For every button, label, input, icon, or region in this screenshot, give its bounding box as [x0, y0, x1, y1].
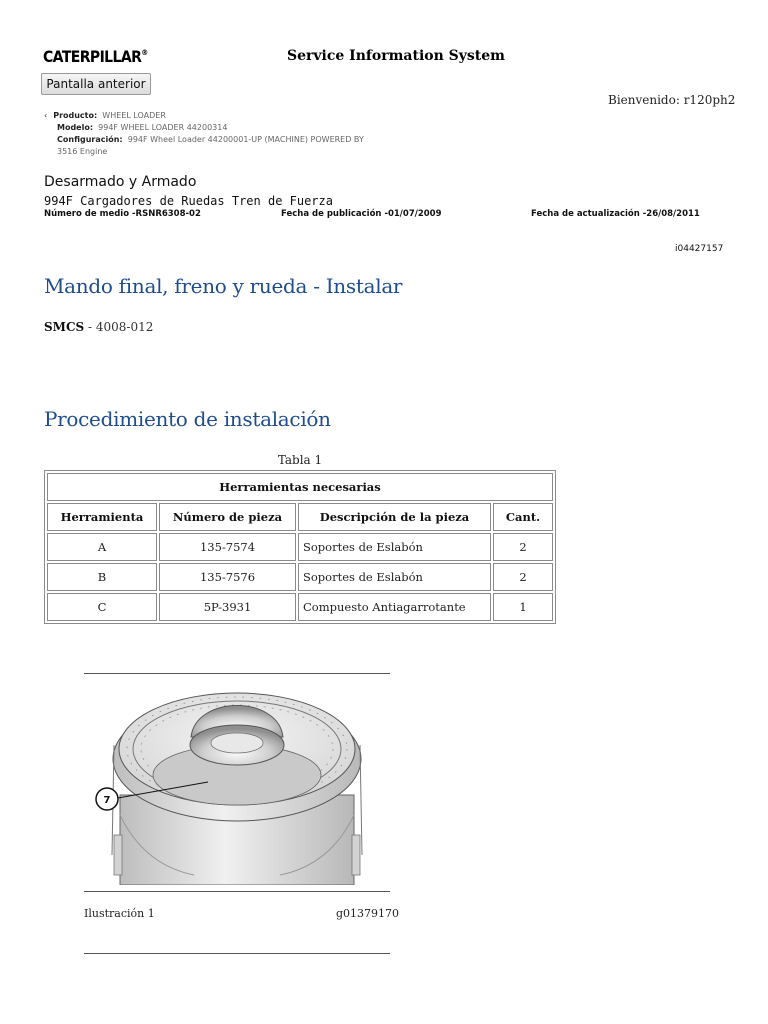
cell-description: Soportes de Eslabón: [298, 563, 491, 591]
smcs-label: SMCS: [44, 320, 85, 334]
callout-7: 7: [103, 795, 111, 806]
smcs-value: - 4008-012: [84, 320, 154, 334]
caterpillar-logo: [43, 48, 148, 66]
product-info: [44, 110, 364, 158]
cell-description: Compuesto Antiagarrotante: [298, 593, 491, 621]
table-row: [47, 593, 553, 621]
config-value-continued: 3516 Engine: [57, 147, 108, 156]
cell-quantity: 2: [493, 563, 553, 591]
procedure-title: Procedimiento de instalación: [44, 407, 331, 431]
cell-description: Soportes de Eslabón: [298, 533, 491, 561]
chevron-left-icon[interactable]: ‹: [44, 111, 48, 120]
document-id: i04427157: [675, 244, 724, 254]
cell-quantity: 2: [493, 533, 553, 561]
previous-screen-button[interactable]: Pantalla anterior: [41, 73, 151, 95]
table-row: [47, 533, 553, 561]
tools-table: [44, 470, 556, 624]
model-row: [44, 122, 364, 134]
model-value: 994F WHEEL LOADER 44200314: [98, 123, 228, 132]
col-header-tool: Herramienta: [47, 503, 157, 531]
product-label: Producto:: [53, 111, 98, 120]
smcs-code: [44, 320, 153, 334]
publication-date: Fecha de publicación -01/07/2009: [281, 209, 442, 219]
col-header-description: Descripción de la pieza: [298, 503, 491, 531]
table-header-row: [47, 503, 553, 531]
section-name: Desarmado y Armado: [44, 174, 197, 190]
config-value: 994F Wheel Loader 44200001-UP (MACHINE) POWERED BY: [127, 135, 364, 144]
illustration-mid-rule: [84, 891, 390, 892]
illustration-top-rule: [84, 673, 390, 674]
cell-tool: A: [47, 533, 157, 561]
config-label: Configuración:: [57, 135, 123, 144]
cell-part-number: 135-7574: [159, 533, 296, 561]
page-title: Mando final, freno y rueda - Instalar: [44, 274, 403, 298]
table-group-header-row: [47, 473, 553, 501]
col-header-part-number: Número de pieza: [159, 503, 296, 531]
config-row-2: [44, 146, 364, 158]
brand-name: CATERPILLAR: [43, 48, 142, 67]
document-title: 994F Cargadores de Ruedas Tren de Fuerza: [44, 194, 333, 208]
update-date: Fecha de actualización -26/08/2011: [531, 209, 700, 219]
illustration-code: g01379170: [336, 907, 400, 920]
welcome-message: Bienvenido: r120ph2: [608, 93, 736, 107]
cell-tool: B: [47, 563, 157, 591]
table-row: [47, 563, 553, 591]
brand-mark: ®: [141, 48, 148, 58]
final-drive-illustration: [84, 685, 390, 885]
cell-tool: C: [47, 593, 157, 621]
product-row: [44, 110, 364, 122]
table-group-header: Herramientas necesarias: [47, 473, 553, 501]
cell-quantity: 1: [493, 593, 553, 621]
cell-part-number: 135-7576: [159, 563, 296, 591]
config-row: [44, 134, 364, 146]
product-value: WHEEL LOADER: [102, 111, 166, 120]
table-caption: Tabla 1: [277, 453, 323, 467]
illustration-bottom-rule: [84, 953, 390, 954]
model-label: Modelo:: [57, 123, 94, 132]
media-number: Número de medio -RSNR6308-02: [44, 209, 201, 219]
illustration-label: Ilustración 1: [84, 907, 155, 920]
col-header-quantity: Cant.: [493, 503, 553, 531]
cell-part-number: 5P-3931: [159, 593, 296, 621]
system-title: Service Information System: [287, 48, 505, 64]
